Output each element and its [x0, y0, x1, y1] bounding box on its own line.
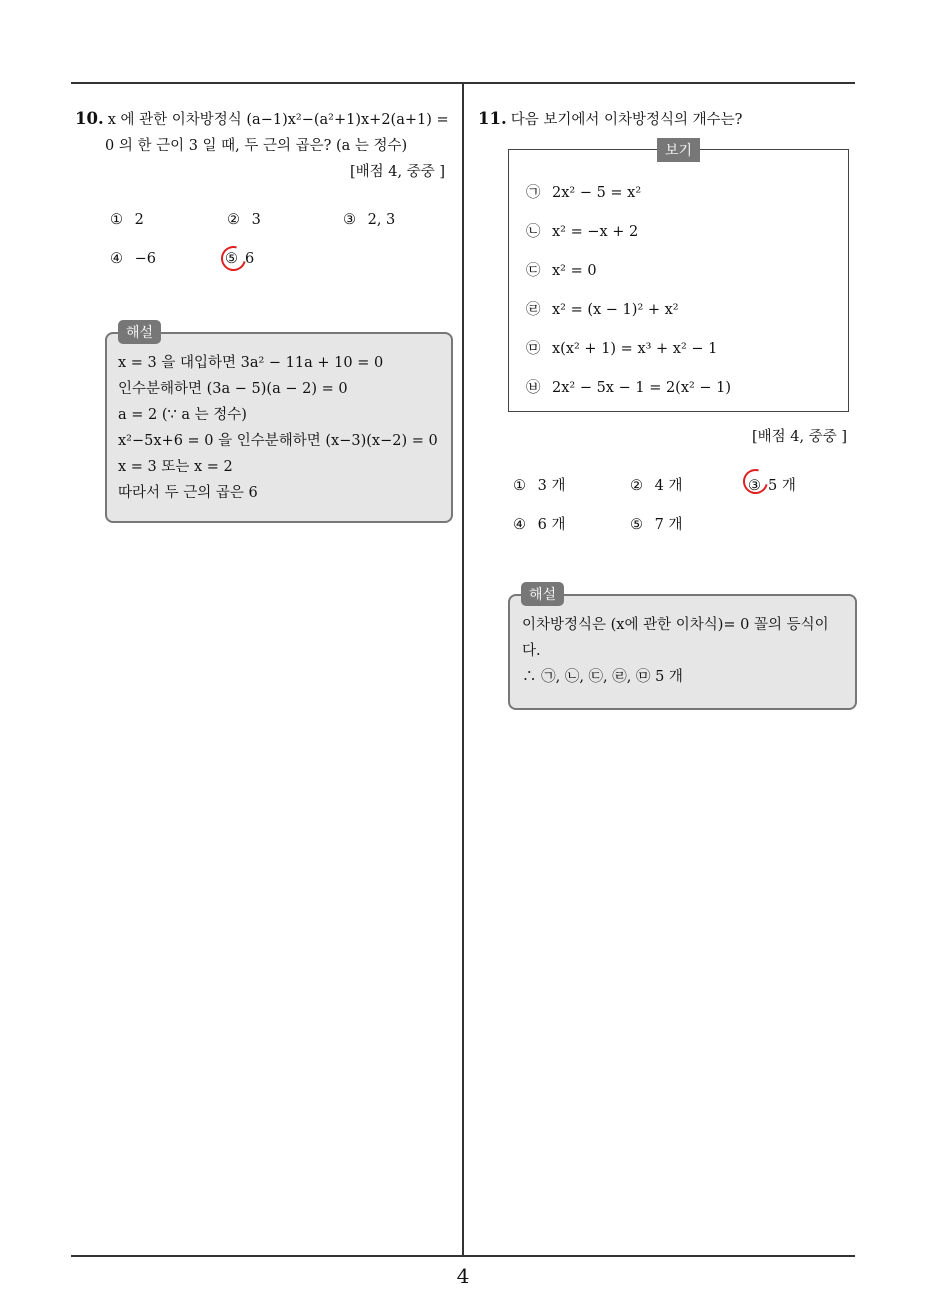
- bogi-box: [508, 149, 849, 412]
- solution-text: [118, 350, 448, 506]
- solution-box: [508, 594, 857, 710]
- choice-3[interactable]: ③ 2, 3: [343, 212, 396, 228]
- question-text-line1: 다음 보기에서 이차방정식의 개수는?: [510, 112, 743, 128]
- bogi-item-5: ㉤ x(x² + 1) = x³ + x² − 1: [526, 341, 718, 357]
- bogi-item-4: ㉣ x² = (x − 1)² + x²: [526, 302, 679, 318]
- choice-4[interactable]: ④ 6 개: [513, 517, 566, 533]
- question-10: [75, 106, 460, 159]
- choice-5[interactable]: ⑤ 6: [225, 251, 255, 267]
- question-number: 11.: [478, 109, 507, 128]
- choice-3[interactable]: ③ 5 개: [748, 478, 796, 494]
- solution-line: a = 2 (∵ a 는 정수): [118, 407, 247, 423]
- solution-line: 다.: [522, 643, 541, 659]
- solution-text: [522, 612, 852, 690]
- choice-2[interactable]: ② 3: [227, 212, 261, 228]
- score-label: [배점 4, 중중 ]: [752, 429, 848, 445]
- solution-line: x = 3 을 대입하면 3a² − 11a + 10 = 0: [118, 355, 384, 371]
- solution-line: ∴ ㉠, ㉡, ㉢, ㉣, ㉤ 5 개: [522, 669, 683, 685]
- bogi-item-6: ㉥ 2x² − 5x − 1 = 2(x² − 1): [526, 380, 732, 396]
- solution-line: 따라서 두 근의 곱은 6: [118, 485, 258, 501]
- solution-line: 이차방정식은 (x에 관한 이차식)= 0 꼴의 등식이: [522, 617, 829, 633]
- solution-tag: 해설: [118, 320, 161, 344]
- solution-line: x = 3 또는 x = 2: [118, 459, 233, 475]
- choice-2[interactable]: ② 4 개: [630, 478, 683, 494]
- solution-line: 인수분해하면 (3a − 5)(a − 2) = 0: [118, 381, 348, 397]
- bottom-rule: [71, 1255, 855, 1257]
- solution-line: x²−5x+6 = 0 을 인수분해하면 (x−3)(x−2) = 0: [118, 433, 438, 449]
- column-divider: [462, 83, 464, 1256]
- question-text-line1: x 에 관한 이차방정식 (a−1)x²−(a²+1)x+2(a+1) =: [107, 112, 449, 128]
- answer-circle-mark: [216, 241, 250, 275]
- question-number: 10.: [75, 109, 104, 128]
- solution-box: [105, 332, 453, 523]
- question-text-line2: 0 의 한 근이 3 일 때, 두 근의 곱은? (a 는 정수): [105, 138, 408, 154]
- bogi-item-3: ㉢ x² = 0: [526, 263, 597, 279]
- question-11: [478, 106, 858, 133]
- choice-5[interactable]: ⑤ 7 개: [630, 517, 683, 533]
- choice-4[interactable]: ④ −6: [110, 251, 156, 267]
- bogi-tag: 보기: [657, 138, 700, 162]
- page-number: 4: [456, 1264, 470, 1288]
- solution-tag: 해설: [521, 582, 564, 606]
- choice-1[interactable]: ① 3 개: [513, 478, 566, 494]
- choice-1[interactable]: ① 2: [110, 212, 144, 228]
- bogi-item-2: ㉡ x² = −x + 2: [526, 224, 639, 240]
- bogi-item-1: ㉠ 2x² − 5 = x²: [526, 185, 642, 201]
- score-label: [배점 4, 중중 ]: [350, 164, 446, 180]
